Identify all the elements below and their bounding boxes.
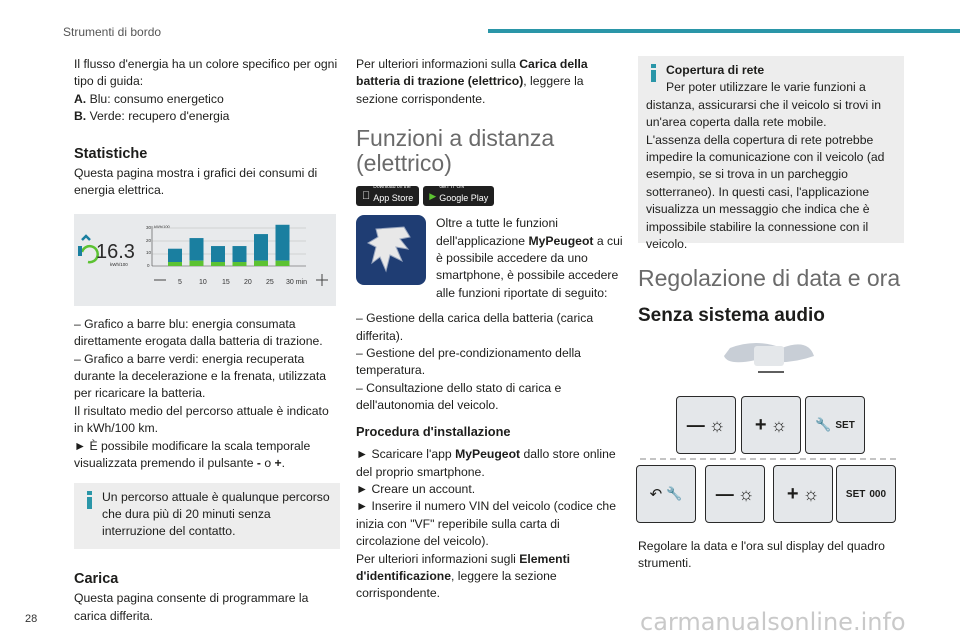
consumption-chart-illustration [74, 214, 336, 306]
info-icon [86, 491, 94, 509]
peugeot-lion-icon [356, 215, 426, 285]
google-play-badge[interactable]: ▶ GET IT ON Google Play [423, 186, 494, 206]
plus-icon: + [754, 413, 767, 436]
step-1: ► Scaricare l'app MyPeugeot dallo store online del proprio smartphone. [356, 447, 616, 479]
chart-bar-green [254, 261, 268, 266]
chart-bar-blue [190, 238, 204, 261]
column-1 [74, 56, 340, 625]
set-000-button[interactable]: SET 000 [836, 465, 896, 523]
info-percorso-text: Un percorso attuale è qualunque percorso che dura più di 20 minuti senza interruzione del contatto. [102, 489, 330, 539]
plus-icon [316, 274, 328, 286]
list-item-a: A. Blu: consumo energetico [74, 91, 224, 106]
info-icon [650, 64, 658, 82]
no-audio-heading: Senza sistema audio [638, 305, 825, 326]
list-item: – Gestione del pre-condizionamento della temperatura. [356, 346, 581, 378]
app-description: Oltre a tutte le funzioni dell'applicazione MyPeugeot a cui è possibile accedere da uno smartphone, è possibile accedere alle funzioni riportate di seguito: [436, 216, 623, 300]
energy-flow-intro: Il flusso d'energia ha un colore specifico per ogni tipo di guida: [74, 57, 338, 89]
sun-icon: ☼ [737, 483, 755, 504]
list-item-b: B. Verde: recupero d'energia [74, 109, 230, 124]
x-tick-25: 25 [266, 278, 274, 286]
info-network-line1: Per poter utilizzare le varie funzioni a distanza, assicurarsi che il veicolo si trovi in un'area coperta dalla rete mobile. [646, 80, 882, 130]
list-item: – Consultazione dello stato di carica e dell'autonomia del veicolo. [356, 380, 562, 413]
return-settings-button[interactable] [636, 465, 696, 523]
y-tick-20: 20 [146, 237, 152, 243]
column-3 [638, 56, 904, 324]
charge-reference: Per ulteriori informazioni sulla Carica della batteria di trazione (elettrico), leggere la sezione corrispondente. [356, 57, 588, 106]
x-tick-10: 10 [199, 278, 207, 286]
info-network-title: Copertura di rete [666, 63, 765, 77]
header-accent-bar [488, 29, 960, 33]
statistiche-heading: Statistiche [74, 145, 148, 162]
step-3: ► Inserire il numero VIN del veicolo (codice che inizia con "VF" reperibile sulla carta di circolazione del veicolo). [356, 499, 616, 549]
brightness-down-button[interactable] [676, 396, 736, 454]
chart-bar-green [211, 262, 225, 266]
app-store-badge[interactable]: Download on the App Store [356, 186, 419, 206]
chart-bar-green [276, 261, 290, 266]
y-tick-30: 30 [146, 224, 152, 230]
statistiche-text: Questa pagina mostra i grafici dei consumi di energia elettrica. [74, 166, 318, 198]
list-item: – Gestione della carica della batteria (carica differita). [356, 311, 594, 343]
energy-flow-icon [78, 236, 98, 262]
procedure-heading: Procedura d'installazione [356, 423, 511, 439]
brightness-down-button[interactable] [705, 465, 765, 523]
page-header-title: Strumenti di bordo [63, 25, 162, 39]
chart-unit: kWh/100 [110, 261, 128, 267]
identification-reference: Per ulteriori informazioni sugli Elementi d'identificazione, leggere la sezione corrispondente. [356, 551, 571, 601]
x-tick-20: 20 [244, 278, 252, 286]
bullet-blue: – Grafico a barre blu: energia consumata direttamente erogata dalla batteria di trazione. [74, 316, 323, 349]
average-result-text: Il risultato medio del percorso attuale è indicato in kWh/100 km. [74, 403, 329, 436]
sun-icon: ☼ [770, 414, 788, 435]
return-arrow-icon: ↶ [649, 486, 663, 503]
instrument-panel-illustration [638, 338, 904, 528]
chart-value: 16.3 [96, 240, 135, 263]
page-number: 28 [25, 613, 38, 625]
plus-icon: + [786, 482, 799, 505]
chart-bar-blue [211, 246, 225, 262]
x-tick-30: 30 min [286, 278, 308, 286]
chart-y-unit: kWh/100 [154, 223, 170, 229]
chart-bars [168, 225, 290, 266]
brightness-up-button[interactable] [773, 465, 833, 523]
y-tick-0: 0 [147, 262, 150, 268]
sun-icon: ☼ [708, 414, 726, 435]
app-block [356, 215, 624, 302]
chart-bar-blue [168, 249, 182, 262]
wrench-icon: 🔧 [815, 417, 832, 432]
info-box-network [638, 56, 904, 252]
sun-icon: ☼ [802, 483, 820, 504]
play-icon: ▶ [421, 190, 428, 201]
info-network-line2: L'assenza della copertura di rete potrebbe impedire la comunicazione con il veicolo (ad esempio, se si trova in un parcheggio sotterraneo). In questi casi, l'applicazione visualizza un messaggio che indica che è impossibile stabilire la connessione con il veicolo. [646, 132, 885, 252]
chart-bar-blue [254, 234, 268, 261]
carica-heading: Carica [74, 570, 119, 587]
set-button[interactable]: 🔧 SET [805, 396, 865, 454]
functions-list [356, 310, 624, 414]
step-2: ► Creare un account. [356, 481, 476, 496]
minus-icon: — [715, 483, 734, 504]
chart-bar-blue [233, 246, 247, 262]
wrench-icon: 🔧 [666, 486, 683, 501]
y-tick-10: 10 [146, 249, 152, 255]
dashboard-icon [724, 343, 814, 372]
brightness-up-button[interactable] [741, 396, 801, 454]
date-time-caption: Regolare la data e l'ora sul display del quadro strumenti. [638, 539, 885, 571]
column-2 [356, 56, 624, 603]
remote-functions-title: Funzioni a distanza (elettrico) [356, 125, 555, 177]
minus-icon: — [686, 414, 705, 435]
info-box-percorso [74, 483, 340, 549]
date-time-title: Regolazione di data e ora [638, 265, 901, 291]
chart-bar-green [190, 261, 204, 266]
x-tick-5: 5 [178, 278, 182, 286]
chart-bar-green [233, 262, 247, 266]
store-badges [356, 186, 624, 206]
chart-bar-blue [276, 225, 290, 261]
time-scale-instruction: ► È possibile modificare la scala temporale visualizzata premendo il pulsante - o +. [74, 438, 311, 471]
watermark: carmanualsonline.info [640, 608, 906, 636]
bullet-green: – Grafico a barre verdi: energia recuperata durante la decelerazione e la frenata, utilizzata per ricaricare la batteria. [74, 351, 327, 401]
apple-icon [362, 188, 370, 205]
x-tick-15: 15 [222, 278, 230, 286]
carica-text: Questa pagina consente di programmare la carica differita. [74, 591, 309, 623]
chart-bar-green [168, 262, 182, 266]
